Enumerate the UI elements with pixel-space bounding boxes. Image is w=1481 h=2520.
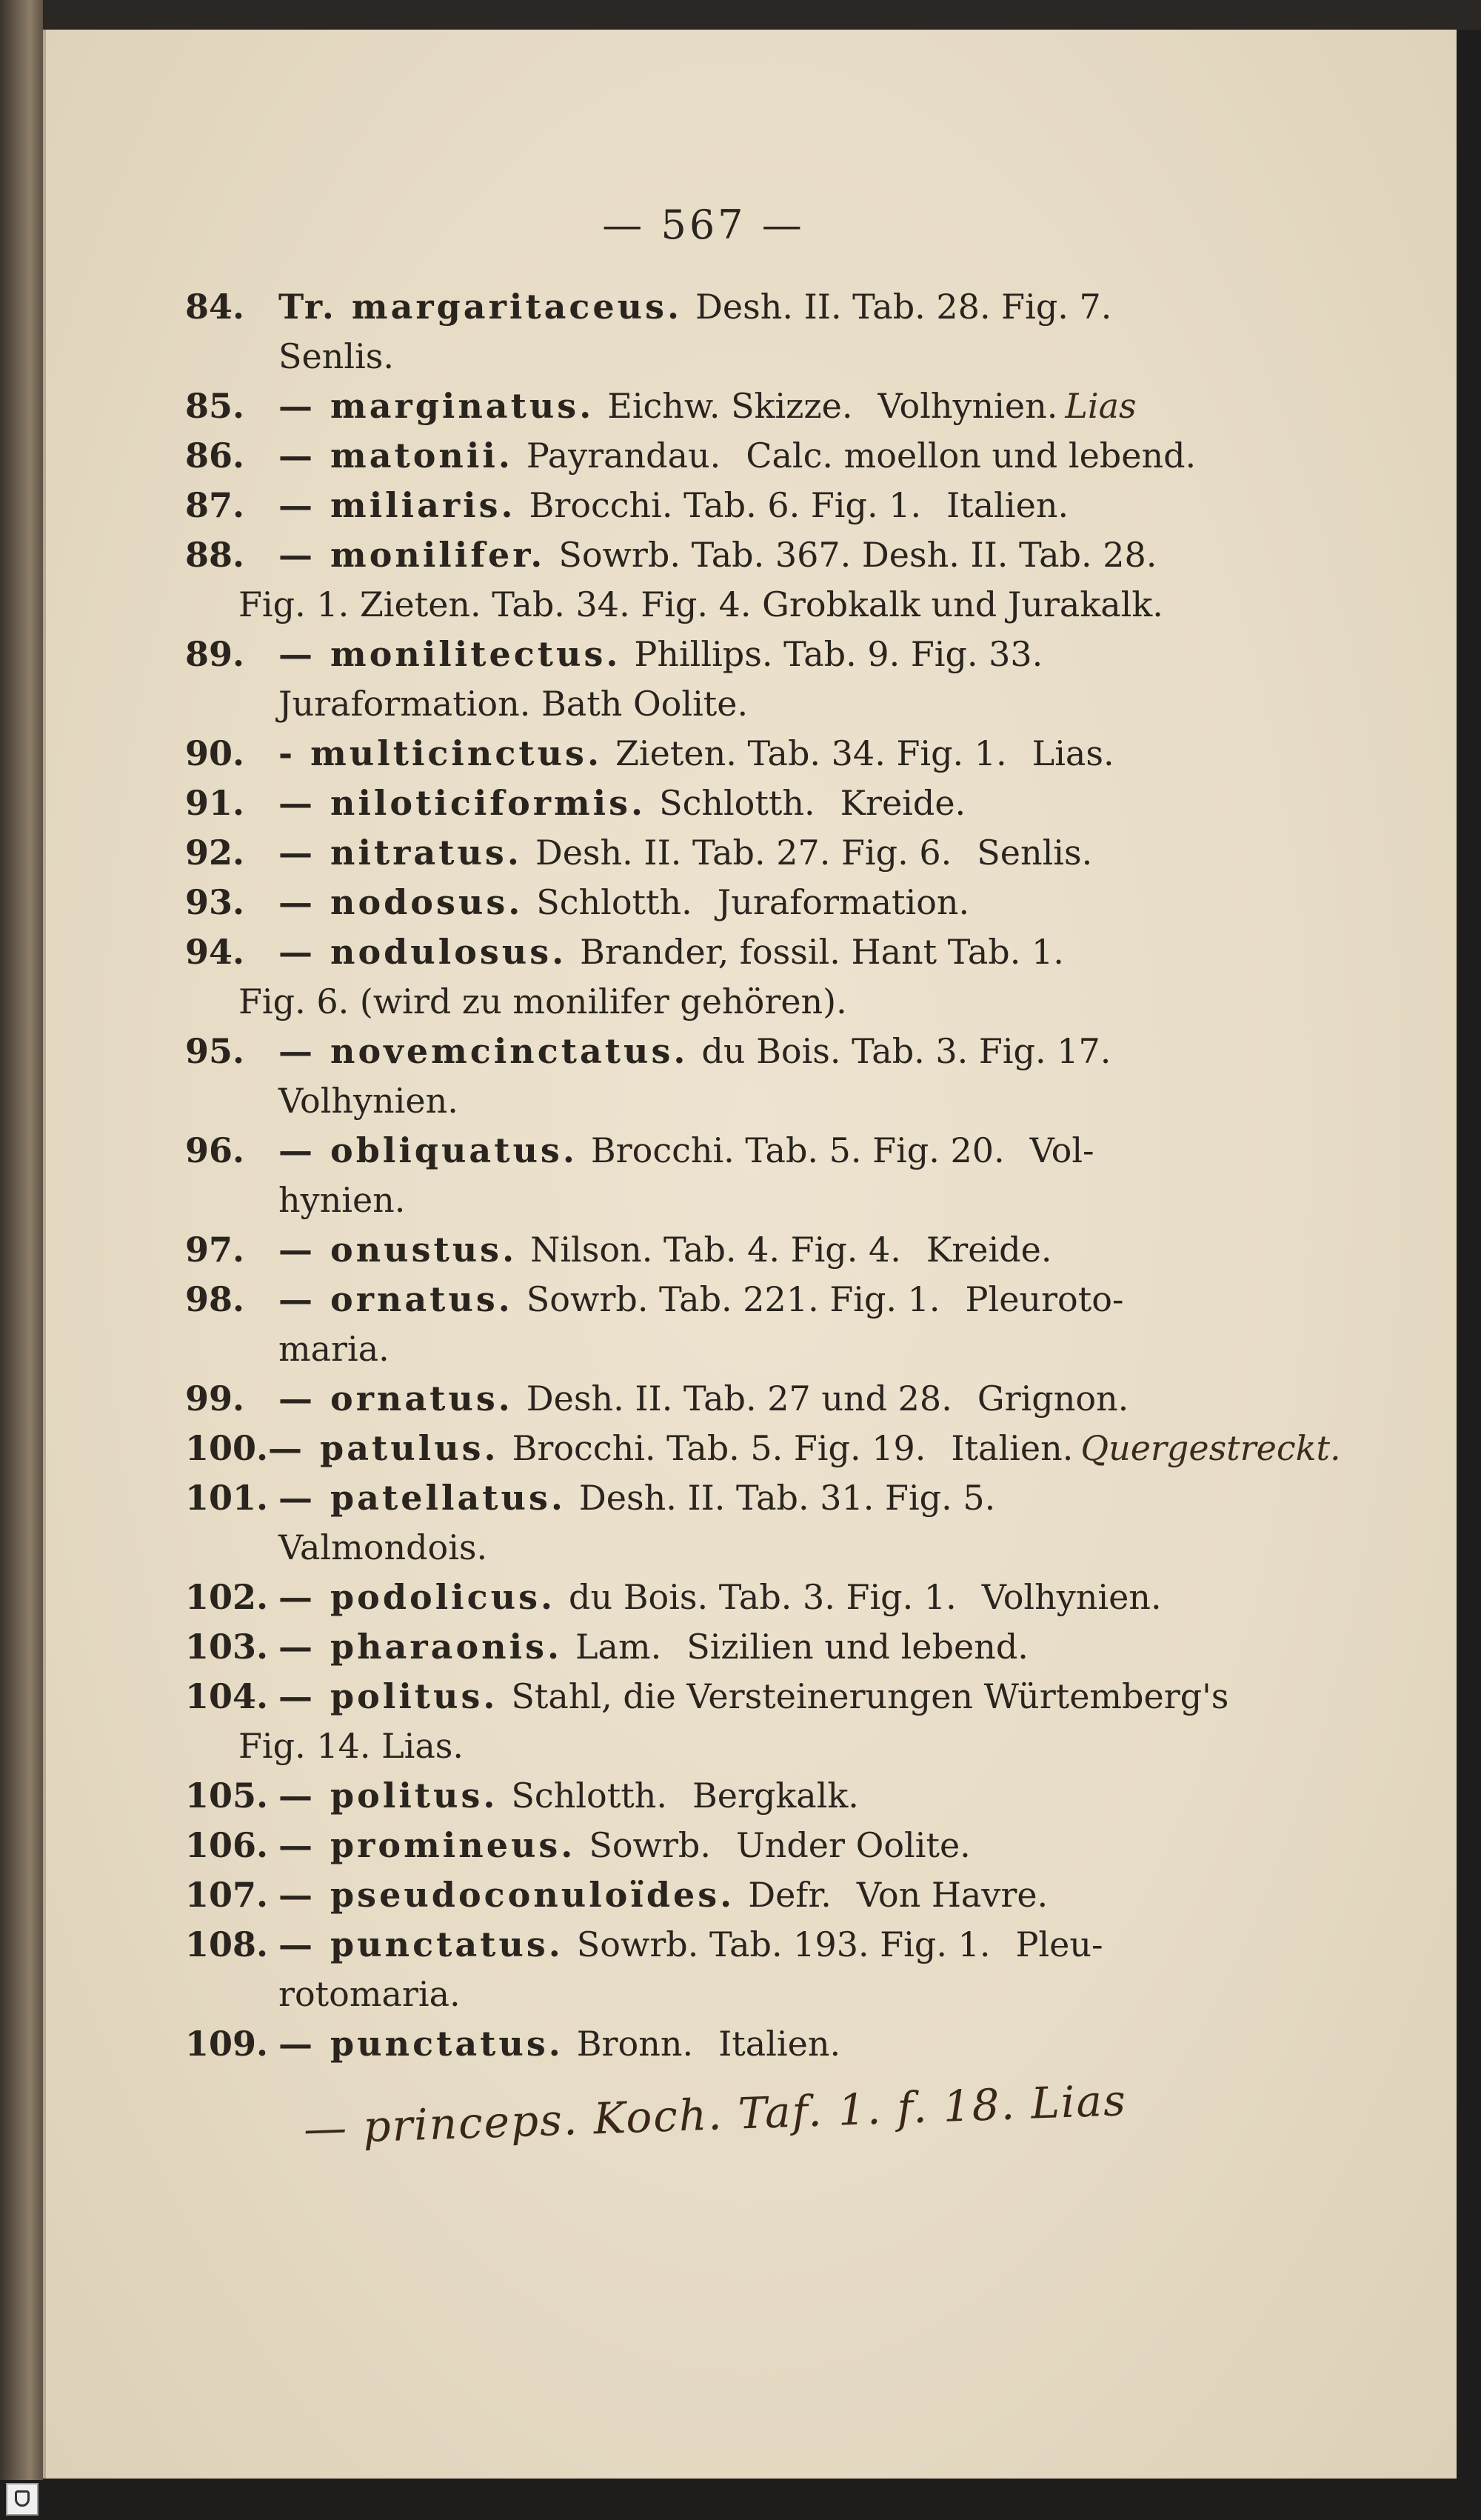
entry-continuation	[185, 1175, 1259, 1224]
reference: Stahl, die Versteinerungen Würtemberg's	[511, 1676, 1229, 1716]
entry-continuation	[185, 1721, 1259, 1770]
locality: Senlis.	[977, 832, 1093, 873]
entry-number: 105.	[185, 1775, 269, 1816]
entry-number: 96.	[185, 1130, 245, 1170]
locality: Bergkalk.	[692, 1775, 859, 1816]
reference: Defr.	[748, 1874, 832, 1915]
reference: Lam.	[575, 1626, 662, 1667]
list-item	[185, 480, 1259, 530]
locality: Calc. moellon und lebend.	[746, 435, 1197, 476]
species-list	[185, 281, 1341, 2068]
handwritten-note: — princeps. Koch. Taf. 1. f. 18. Lias	[302, 2075, 1128, 2154]
list-item	[185, 827, 1259, 877]
list-item	[185, 1373, 1259, 1423]
list-item	[185, 629, 1259, 679]
entry-number: 98.	[185, 1279, 245, 1319]
locality: Von Havre.	[856, 1874, 1049, 1915]
reference: Phillips. Tab. 9. Fig. 33.	[634, 633, 1043, 674]
locality: Kreide.	[840, 782, 966, 823]
entry-number: 102.	[185, 1576, 269, 1617]
locality: Pleu-	[1015, 1924, 1103, 1964]
book-spine-edge	[0, 0, 43, 2520]
species-name: — pharaonis.	[278, 1626, 562, 1667]
reference: Sowrb. Tab. 221. Fig. 1.	[526, 1279, 940, 1319]
locality: Juraformation.	[717, 881, 970, 922]
continuation-text: rotomaria.	[278, 1973, 461, 2014]
species-name: — patulus.	[268, 1427, 499, 1468]
species-name: — punctatus.	[278, 2023, 564, 2064]
reference: Brocchi. Tab. 6. Fig. 1.	[529, 484, 922, 525]
entry-continuation	[185, 1076, 1259, 1125]
species-name: — politus.	[278, 1775, 498, 1816]
list-item	[185, 1423, 1341, 1473]
entry-continuation	[185, 976, 1259, 1026]
entry-number: 107.	[185, 1874, 269, 1915]
entry-number: 103.	[185, 1626, 269, 1667]
species-name: — matonii.	[278, 435, 513, 476]
list-item	[185, 2019, 1259, 2068]
species-name: — nodosus.	[278, 881, 524, 922]
locality: Vol-	[1029, 1130, 1094, 1170]
locality: Grignon.	[977, 1378, 1129, 1419]
list-item	[185, 1919, 1259, 1969]
locality: Under Oolite.	[735, 1824, 971, 1865]
continuation-text: Valmondois.	[278, 1527, 488, 1567]
reference: Zieten. Tab. 34. Fig. 1.	[615, 733, 1007, 773]
continuation-text: hynien.	[278, 1179, 406, 1220]
list-item	[185, 927, 1259, 976]
reference: du Bois. Tab. 3. Fig. 17.	[701, 1030, 1111, 1071]
list-item	[185, 430, 1259, 480]
margin-annotation: Quergestreckt.	[1080, 1427, 1341, 1468]
reference: Bronn.	[576, 2023, 694, 2064]
list-item	[185, 877, 1259, 927]
list-item	[185, 1621, 1259, 1671]
continuation-text: Fig. 6. (wird zu monilifer gehören).	[238, 981, 847, 1021]
margin-annotation: Lias	[1065, 385, 1137, 426]
locality: Italien.	[946, 484, 1069, 525]
entry-continuation	[185, 679, 1259, 728]
list-item	[185, 1224, 1259, 1274]
reference: Brocchi. Tab. 5. Fig. 19.	[512, 1427, 926, 1468]
species-name: — marginatus.	[278, 385, 595, 426]
entry-number: 92.	[185, 832, 245, 873]
list-item	[185, 1473, 1259, 1522]
entry-number: 88.	[185, 534, 245, 575]
species-name: — punctatus.	[278, 1924, 564, 1964]
continuation-text: Volhynien.	[278, 1080, 458, 1121]
entry-number: 104.	[185, 1676, 269, 1716]
list-item	[185, 1671, 1259, 1721]
reference: Sowrb.	[589, 1824, 711, 1865]
list-item	[185, 1274, 1259, 1324]
reference: Nilson. Tab. 4. Fig. 4.	[530, 1229, 901, 1270]
continuation-text: Senlis.	[278, 336, 395, 376]
locality: Sizilien und lebend.	[686, 1626, 1029, 1667]
species-name: — novemcinctatus.	[278, 1030, 689, 1071]
entry-number: 101.	[185, 1477, 269, 1518]
entry-number: 100.	[185, 1427, 269, 1468]
entry-number: 91.	[185, 782, 245, 823]
continuation-text: Juraformation. Bath Oolite.	[278, 683, 749, 724]
species-name: — podolicus.	[278, 1576, 556, 1617]
locality: Italien.	[718, 2023, 841, 2064]
reference: Sowrb. Tab. 367. Desh. II. Tab. 28.	[558, 534, 1157, 575]
entry-continuation	[185, 1324, 1259, 1373]
species-name: — nitratus.	[278, 832, 522, 873]
continuation-text: Fig. 14. Lias.	[238, 1725, 464, 1766]
species-name: — ornatus.	[278, 1279, 513, 1319]
reference: Schlotth.	[659, 782, 815, 823]
species-name: Tr. margaritaceus.	[278, 286, 683, 327]
species-name: — monilitectus.	[278, 633, 621, 674]
entry-number: 86.	[185, 435, 245, 476]
species-name: — obliquatus.	[278, 1130, 578, 1170]
entry-number: 87.	[185, 484, 245, 525]
entry-number: 90.	[185, 733, 245, 773]
species-name: — onustus.	[278, 1229, 518, 1270]
list-item	[185, 728, 1259, 778]
entry-number: 94.	[185, 931, 245, 972]
species-name: — miliaris.	[278, 484, 516, 525]
entry-continuation	[185, 579, 1259, 629]
reference: Desh. II. Tab. 27. Fig. 6.	[535, 832, 952, 873]
reference: Schlotth.	[511, 1775, 667, 1816]
reference: Desh. II. Tab. 27 und 28.	[526, 1378, 952, 1419]
reference: Brander, fossil. Hant Tab. 1.	[580, 931, 1064, 972]
species-name: — patellatus.	[278, 1477, 566, 1518]
reference: du Bois. Tab. 3. Fig. 1.	[569, 1576, 957, 1617]
entry-number: 99.	[185, 1378, 245, 1419]
page-number: — 567 —	[602, 201, 805, 248]
locality: Pleuroto-	[965, 1279, 1124, 1319]
library-stamp-icon	[6, 2483, 39, 2516]
locality: Italien.	[951, 1427, 1074, 1468]
list-item	[185, 778, 1259, 827]
entry-number: 89.	[185, 633, 245, 674]
reference: Sowrb. Tab. 193. Fig. 1.	[576, 1924, 991, 1964]
species-name: — pseudoconuloïdes.	[278, 1874, 735, 1915]
list-item	[185, 281, 1259, 331]
list-item	[185, 1820, 1259, 1870]
locality: Volhynien.	[981, 1576, 1162, 1617]
reference: Brocchi. Tab. 5. Fig. 20.	[590, 1130, 1005, 1170]
species-name: — ornatus.	[278, 1378, 513, 1419]
species-name: — politus.	[278, 1676, 498, 1716]
reference: Schlotth.	[536, 881, 692, 922]
species-name: — monilifer.	[278, 534, 546, 575]
reference: Desh. II. Tab. 28. Fig. 7.	[695, 286, 1112, 327]
entry-number: 84.	[185, 286, 245, 327]
entry-number: 97.	[185, 1229, 245, 1270]
list-item	[185, 1770, 1259, 1820]
list-item	[185, 381, 1259, 430]
species-name: — niloticiformis.	[278, 782, 646, 823]
entry-number: 85.	[185, 385, 245, 426]
list-item	[185, 1870, 1259, 1919]
entry-number: 106.	[185, 1824, 269, 1865]
scan-top-border	[0, 0, 1481, 30]
continuation-text: maria.	[278, 1328, 390, 1369]
reference: Payrandau.	[526, 435, 721, 476]
list-item	[185, 1026, 1259, 1076]
scan-bottom-border	[0, 2480, 1481, 2520]
entry-number: 108.	[185, 1924, 269, 1964]
entry-number: 95.	[185, 1030, 245, 1071]
entry-continuation	[185, 1969, 1259, 2019]
entry-continuation	[185, 331, 1259, 381]
locality: Lias.	[1032, 733, 1114, 773]
species-name: — promineus.	[278, 1824, 576, 1865]
reference: Eichw. Skizze.	[607, 385, 853, 426]
list-item	[185, 1572, 1259, 1621]
locality: Volhynien.	[877, 385, 1058, 426]
species-name: - multicinctus.	[278, 733, 602, 773]
list-item	[185, 530, 1259, 579]
entry-continuation	[185, 1522, 1259, 1572]
continuation-text: Fig. 1. Zieten. Tab. 34. Fig. 4. Grobkalk und Jurakalk.	[238, 584, 1163, 624]
locality: Kreide.	[926, 1229, 1052, 1270]
entry-number: 109.	[185, 2023, 269, 2064]
species-name: — nodulosus.	[278, 931, 567, 972]
list-item	[185, 1125, 1259, 1175]
reference: Desh. II. Tab. 31. Fig. 5.	[578, 1477, 996, 1518]
entry-number: 93.	[185, 881, 245, 922]
